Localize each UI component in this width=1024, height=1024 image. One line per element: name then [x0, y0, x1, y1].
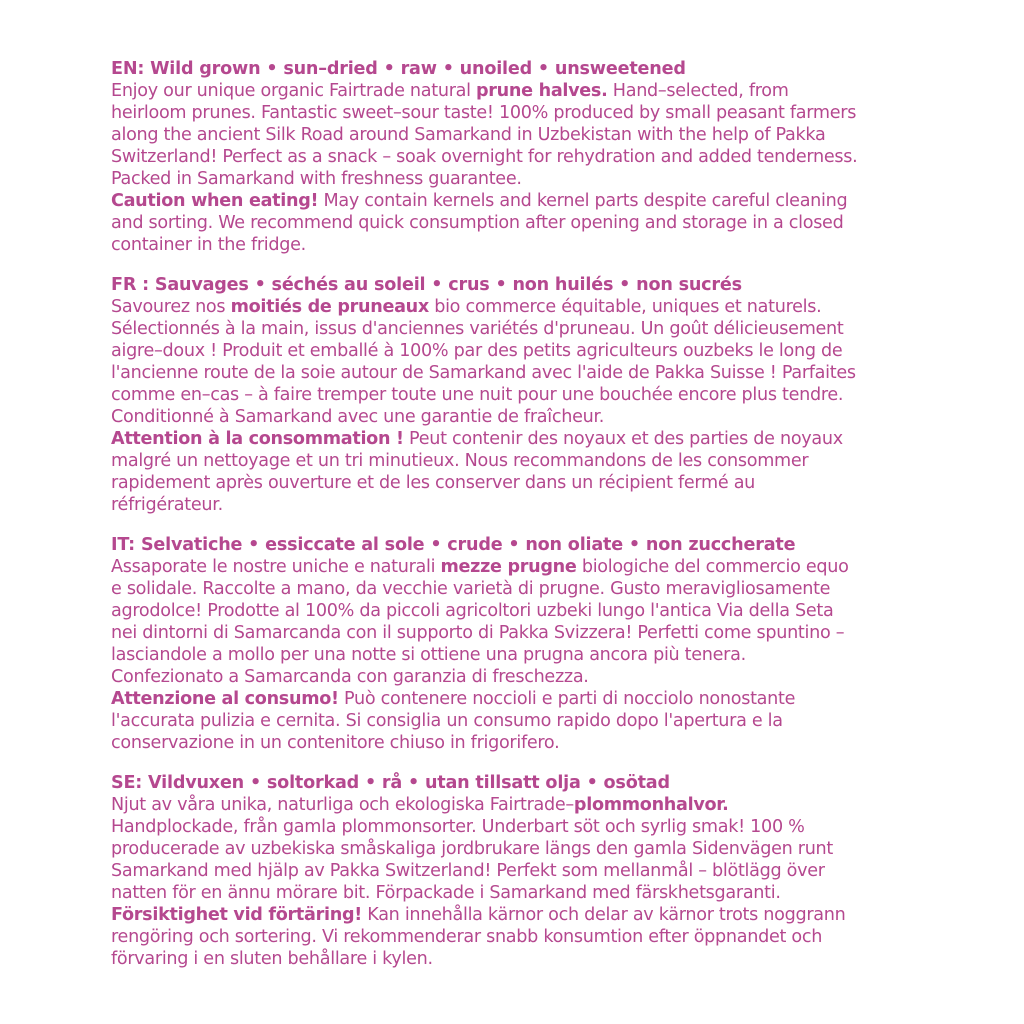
text-line [111, 838, 941, 860]
text-line [111, 732, 941, 754]
text-line [111, 860, 941, 882]
text-line [111, 406, 941, 428]
text-line [111, 688, 941, 710]
text-run: and sorting. We recommend quick consumption after opening and storage in a closed [111, 213, 844, 233]
text-run: förvaring i en sluten behållare i kylen. [111, 949, 433, 969]
text-line [111, 362, 941, 384]
text-run: Switzerland! Perfect as a snack – soak overnight for rehydration and added tenderness. [111, 147, 858, 167]
text-line [111, 710, 941, 732]
bold-text-run: moitiés de pruneaux [230, 297, 429, 317]
text-run: l'ancienne route de la soie autour de Samarkand avec l'aide de Pakka Suisse ! Parfaites [111, 363, 856, 383]
text-line [111, 666, 941, 688]
section-body [111, 80, 941, 256]
text-run: malgré un nettoyage et un tri minutieux. Nous recommandons de les consommer [111, 451, 809, 471]
text-line [111, 146, 941, 168]
text-line [111, 472, 941, 494]
text-run: heirloom prunes. Fantastic sweet–sour taste! 100% produced by small peasant farmers [111, 103, 857, 123]
text-run: producerade av uzbekiska småskaliga jordbrukare längs den gamla Sidenvägen runt [111, 839, 833, 859]
text-run: réfrigérateur. [111, 495, 223, 515]
bold-text-run: plommonhalvor. [573, 795, 729, 815]
text-run: Conditionné à Samarkand avec une garantie de fraîcheur. [111, 407, 605, 427]
text-run: bio commerce équitable, uniques et naturels. [428, 297, 822, 317]
text-run: May contain kernels and kernel parts despite careful cleaning [318, 191, 848, 211]
text-line [111, 340, 941, 362]
text-run: Sélectionnés à la main, issus d'anciennes variétés d'pruneau. Un goût délicieusement [111, 319, 844, 339]
text-run: e solidale. Raccolte a mano, da vecchie varietà di prugne. Gusto meravigliosamente [111, 579, 831, 599]
text-run: Kan innehålla kärnor och delar av kärnor trots noggrann [361, 905, 846, 925]
text-run: Savourez nos [111, 297, 231, 317]
section-fr [111, 274, 941, 516]
section-heading: IT: Selvatiche • essiccate al sole • crude • non oliate • non zuccherate [111, 535, 796, 555]
text-run: along the ancient Silk Road around Samarkand in Uzbekistan with the help of Pakka [111, 125, 826, 145]
text-line [111, 450, 941, 472]
text-run: aigre–doux ! Produit et emballé à 100% par des petits agriculteurs ouzbeks le long de [111, 341, 843, 361]
text-line [111, 212, 941, 234]
text-run: Handplockade, från gamla plommonsorter. Underbart söt och syrlig smak! 100 % [111, 817, 805, 837]
text-run: natten för en ännu mörare bit. Förpackade i Samarkand med färskhetsgaranti. [111, 883, 781, 903]
text-line [111, 190, 941, 212]
text-run: agrodolce! Prodotte al 100% da piccoli agricoltori uzbeki lungo l'antica Via della Seta [111, 601, 834, 621]
bold-text-run: Attention à la consommation ! [111, 429, 404, 449]
text-line [111, 622, 941, 644]
text-run: Confezionato a Samarcanda con garanzia di freschezza. [111, 667, 589, 687]
text-run: conservazione in un contenitore chiuso in frigorifero. [111, 733, 560, 753]
text-run: l'accurata pulizia e cernita. Si consiglia un consumo rapido dopo l'apertura e la [111, 711, 783, 731]
text-run: nei dintorni di Samarcanda con il supporto di Pakka Svizzera! Perfetti come spuntino – [111, 623, 845, 643]
bold-text-run: Försiktighet vid förtäring! [111, 905, 362, 925]
bold-text-run: Caution when eating! [111, 191, 319, 211]
text-line [111, 882, 941, 904]
text-line [111, 296, 941, 318]
text-run: Assaporate le nostre uniche e naturali [111, 557, 441, 577]
text-run: Njut av våra unika, naturliga och ekologiska Fairtrade– [111, 795, 574, 815]
section-heading: FR : Sauvages • séchés au soleil • crus • non huilés • non sucrés [111, 275, 742, 295]
bold-text-run: prune halves. [476, 81, 608, 101]
text-line [111, 904, 941, 926]
section-it [111, 534, 941, 754]
text-run: Samarkand med hjälp av Pakka Switzerland! Perfekt som mellanmål – blötlägg över [111, 861, 825, 881]
text-run: container in the fridge. [111, 235, 306, 255]
section-body [111, 556, 941, 754]
text-line [111, 644, 941, 666]
text-line [111, 234, 941, 256]
bold-text-run: mezze prugne [440, 557, 577, 577]
text-run: rapidement après ouverture et de les conserver dans un récipient fermé au [111, 473, 756, 493]
text-line [111, 600, 941, 622]
text-line [111, 384, 941, 406]
text-run: biologiche del commercio equo [576, 557, 849, 577]
section-body [111, 296, 941, 516]
text-line [111, 794, 941, 816]
text-run: rengöring och sortering. Vi rekommenderar snabb konsumtion efter öppnandet och [111, 927, 823, 947]
text-line [111, 80, 941, 102]
text-line [111, 926, 941, 948]
bold-text-run: Attenzione al consumo! [111, 689, 339, 709]
text-run: comme en–cas – à faire tremper toute une nuit pour une bouchée encore plus tendre. [111, 385, 844, 405]
text-run: Peut contenir des noyaux et des parties de noyaux [403, 429, 843, 449]
section-heading: SE: Vildvuxen • soltorkad • rå • utan tillsatt olja • osötad [111, 773, 670, 793]
text-run: Hand–selected, from [607, 81, 789, 101]
text-line [111, 124, 941, 146]
label-text-document [111, 58, 941, 988]
text-line [111, 816, 941, 838]
text-line [111, 578, 941, 600]
section-body [111, 794, 941, 970]
text-line [111, 318, 941, 340]
section-en [111, 58, 941, 256]
section-heading: EN: Wild grown • sun–dried • raw • unoiled • unsweetened [111, 59, 686, 79]
text-line [111, 168, 941, 190]
text-line [111, 494, 941, 516]
text-run: Può contenere noccioli e parti di nocciolo nonostante [338, 689, 796, 709]
text-line [111, 556, 941, 578]
text-run: lasciandole a mollo per una notte si ottiene una prugna ancora più tenera. [111, 645, 746, 665]
section-se [111, 772, 941, 970]
text-run: Enjoy our unique organic Fairtrade natural [111, 81, 477, 101]
text-line [111, 102, 941, 124]
text-run: Packed in Samarkand with freshness guarantee. [111, 169, 522, 189]
text-line [111, 428, 941, 450]
text-line [111, 948, 941, 970]
